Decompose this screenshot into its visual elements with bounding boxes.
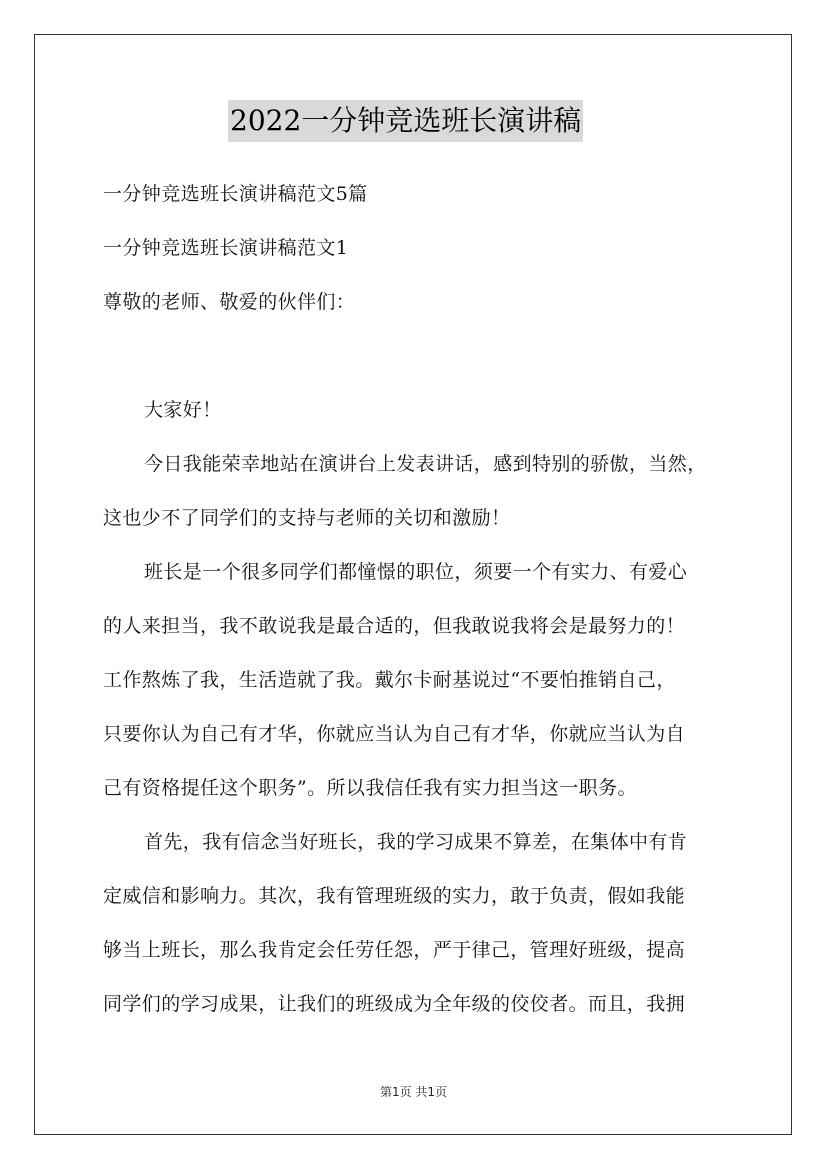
- paragraph-line: 工作熬炼了我，生活造就了我。戴尔卡耐基说过“不要怕推销自己，: [103, 669, 676, 691]
- paragraph-line: 的人来担当，我不敢说我是最合适的，但我敢说我将会是最努力的！: [103, 615, 686, 637]
- salutation-line: 尊敬的老师、敬爱的伙伴们：: [103, 291, 356, 313]
- paragraph-line: 够当上班长，那么我肯定会任劳任怨，严于律己，管理好班级，提高: [103, 939, 686, 961]
- paragraph-line: 首先，我有信念当好班长，我的学习成果不算差，在集体中有肯: [144, 831, 688, 853]
- section-heading: 一分钟竞选班长演讲稿范文1: [103, 237, 349, 259]
- paragraph-line: 今日我能荣幸地站在演讲台上发表讲话，感到特别的骄傲，当然，: [144, 453, 707, 475]
- paragraph-line: 只要你认为自己有才华，你就应当认为自己有才华，你就应当认为自: [103, 723, 686, 745]
- paragraph-line: 班长是一个很多同学们都憧憬的职位，须要一个有实力、有爱心: [144, 561, 688, 583]
- paragraph-line: 定威信和影响力。其次，我有管理班级的实力，敢于负责，假如我能: [103, 885, 686, 907]
- subtitle-line: 一分钟竞选班长演讲稿范文5篇: [103, 183, 368, 205]
- paragraph-line: 己有资格提任这个职务”。所以我信任我有实力担当这一职务。: [103, 777, 637, 799]
- paragraph-line: 同学们的学习成果，让我们的班级成为全年级的佼佼者。而且，我拥: [103, 993, 686, 1015]
- page-number-footer: 第1页 共1页: [379, 1085, 448, 1099]
- document-title: 2022一分钟竞选班长演讲稿: [228, 100, 583, 142]
- paragraph-line: 这也少不了同学们的支持与老师的关切和激励！: [103, 507, 511, 529]
- greeting-line: 大家好！: [144, 399, 222, 421]
